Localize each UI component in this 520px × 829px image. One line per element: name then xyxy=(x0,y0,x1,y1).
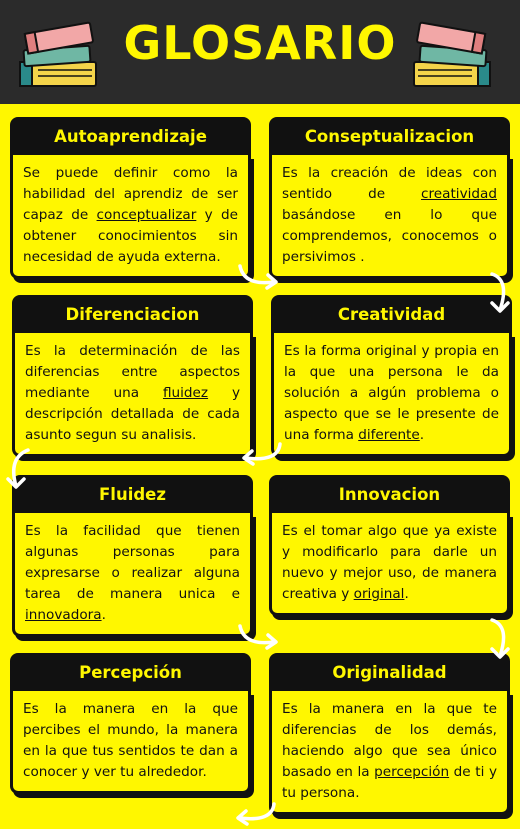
card-definition: Es la facilidad que tienen algunas personas para expresarse o realizar alguna tarea de manera unica e innovadora. xyxy=(12,513,253,637)
curved-arrow-icon xyxy=(484,270,516,316)
keyword-link: original xyxy=(353,586,405,602)
keyword-link: fluidez xyxy=(162,385,209,401)
card-definition: Se puede definir como la habilidad del aprendiz de ser capaz de conceptualizar y de obtener conocimientos sin necesidad de ayuda externa. xyxy=(10,155,251,279)
glossary-card xyxy=(271,295,512,457)
curved-arrow-icon xyxy=(236,622,282,652)
card-title: Autoaprendizaje xyxy=(10,117,251,155)
glossary-card xyxy=(269,117,510,279)
header-banner xyxy=(0,0,520,104)
glossary-card xyxy=(12,295,253,457)
card-definition: Es la manera en la que te diferencias de los demás, haciendo algo que sea único basado en la percepción de ti y tu persona. xyxy=(269,691,510,815)
keyword-link: percepción xyxy=(374,764,450,780)
curved-arrow-icon xyxy=(232,800,278,828)
card-title: Originalidad xyxy=(269,653,510,691)
glossary-card xyxy=(10,653,251,794)
curved-arrow-icon xyxy=(4,446,34,492)
card-definition: Es la determinación de las diferencias entre aspectos mediante una fluidez y descripción detallada de cada asunto segun su analisis. xyxy=(12,333,253,457)
card-definition: Es la forma original y propia en la que una persona le da solución a algún problema o aspecto que se le presente de una forma diferente. xyxy=(271,333,512,457)
card-title: Conseptualizacion xyxy=(269,117,510,155)
card-definition: Es el tomar algo que ya existe y modificarlo para darle un nuevo y mejor uso, de manera creativa y original. xyxy=(269,513,510,616)
books-icon xyxy=(410,14,494,94)
glossary-card xyxy=(12,475,253,637)
card-definition: Es la creación de ideas con sentido de creatividad basándose en lo que comprendemos, conocemos o persivimos . xyxy=(269,155,510,279)
card-definition: Es la manera en la que percibes el mundo, la manera en la que tus sentidos te dan a conocer y ver tu alrededor. xyxy=(10,691,251,794)
glossary-card xyxy=(10,117,251,279)
glossary-card xyxy=(269,653,510,815)
card-title: Innovacion xyxy=(269,475,510,513)
glossary-card xyxy=(269,475,510,616)
keyword-link: innovadora xyxy=(25,607,102,623)
keyword-link: creatividad xyxy=(421,186,497,202)
curved-arrow-icon xyxy=(236,262,282,292)
curved-arrow-icon xyxy=(238,440,284,468)
curved-arrow-icon xyxy=(486,616,516,662)
card-title: Fluidez xyxy=(12,475,253,513)
page-title: GLOSARIO xyxy=(123,16,397,70)
keyword-link: diferente xyxy=(358,427,420,443)
keyword-link: conceptualizar xyxy=(96,207,197,223)
card-title: Percepción xyxy=(10,653,251,691)
card-title: Diferenciacion xyxy=(12,295,253,333)
card-title: Creatividad xyxy=(271,295,512,333)
